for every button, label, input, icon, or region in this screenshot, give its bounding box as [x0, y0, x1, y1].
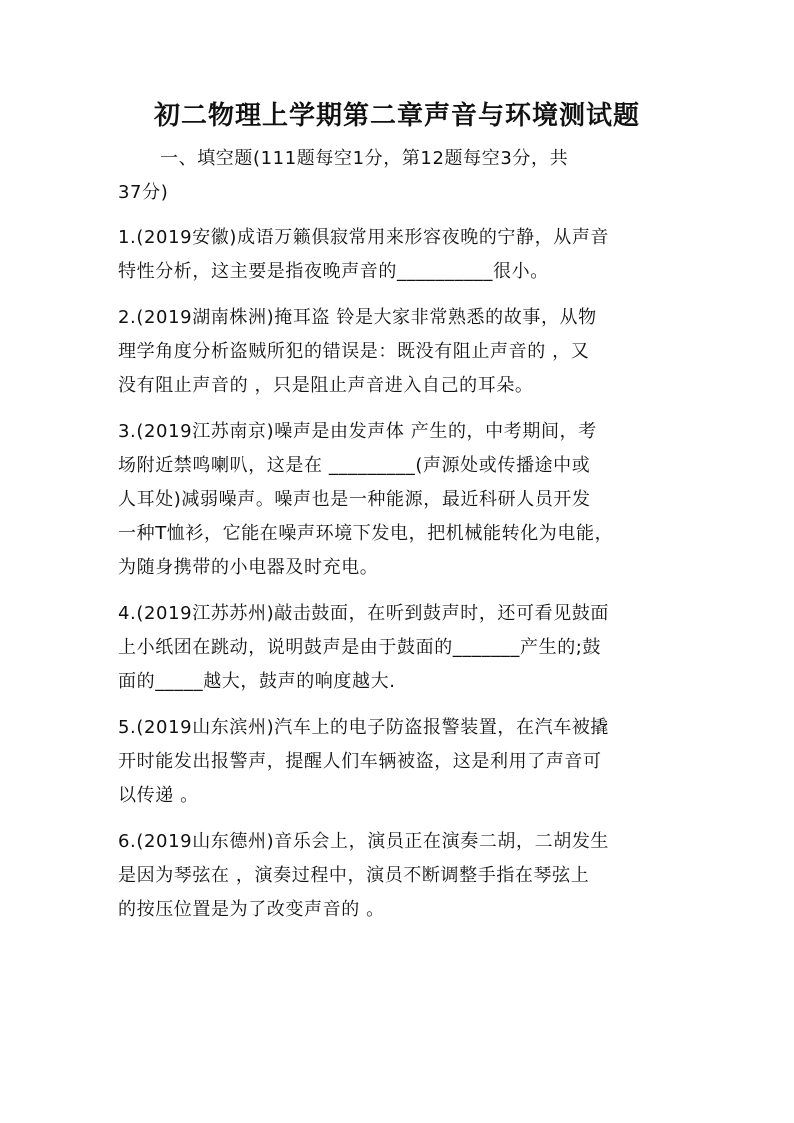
question-6-line-1: 6.(2019山东德州)音乐会上，演员正在演奏二胡，二胡发生: [118, 831, 610, 852]
question-3-line-5: 为随身携带的小电器及时充电。: [118, 557, 379, 578]
question-3-line-4: 一种T恤衫，它能在噪声环境下发电，把机械能转化为电能，: [118, 523, 614, 544]
question-4-line-3: 面的_____越大，鼓声的响度越大.: [118, 671, 396, 692]
question-2-line-1: 2.(2019湖南株洲)掩耳盗 铃是大家非常熟悉的故事，从物: [118, 307, 597, 328]
question-2-line-2: 理学角度分析盗贼所犯的错误是：既没有阻止声音的 ，又: [118, 341, 590, 362]
document-body: [118, 142, 698, 927]
question-6-line-3: 的按压位置是为了改变声音的 。: [118, 899, 385, 920]
question-3-line-3: 人耳处)减弱噪声。噪声也是一种能源，最近科研人员开发: [118, 489, 591, 510]
question-5-line-3: 以传递 。: [118, 785, 199, 806]
question-4: [118, 597, 698, 699]
question-1: [118, 221, 698, 289]
question-1-line-1: 1.(2019安徽)成语万籁俱寂常用来形容夜晚的宁静，从声音: [118, 227, 610, 248]
question-6: [118, 825, 698, 927]
question-4-line-2: 上小纸团在跳动，说明鼓声是由于鼓面的_______产生的;鼓: [118, 637, 602, 658]
section-heading-line-2: 37分): [118, 182, 169, 203]
question-3-line-1: 3.(2019江苏南京)噪声是由发声体 产生的，中考期间，考: [118, 421, 597, 442]
section-heading-line-1: 一、填空题(111题每空1分，第12题每空3分，共: [160, 148, 569, 169]
question-5: [118, 711, 698, 813]
question-4-line-1: 4.(2019江苏苏州)敲击鼓面，在听到鼓声时，还可看见鼓面: [118, 603, 610, 624]
question-1-line-2: 特性分析，这主要是指夜晚声音的__________很小。: [118, 261, 549, 282]
document-title: 初二物理上学期第二章声音与环境测试题: [153, 101, 640, 131]
question-5-line-1: 5.(2019山东滨州)汽车上的电子防盗报警装置，在汽车被撬: [118, 717, 610, 738]
question-6-line-2: 是因为琴弦在 ，演奏过程中，演员不断调整手指在琴弦上: [118, 865, 590, 886]
question-2: [118, 301, 698, 403]
question-3: [118, 415, 698, 585]
question-2-line-3: 没有阻止声音的 ，只是阻止声音进入自己的耳朵。: [118, 375, 534, 396]
question-5-line-2: 开时能发出报警声，提醒人们车辆被盗，这是利用了声音可: [118, 751, 602, 772]
question-3-line-2: 场附近禁鸣喇叭，这是在 _________(声源处或传播途中或: [118, 455, 591, 476]
